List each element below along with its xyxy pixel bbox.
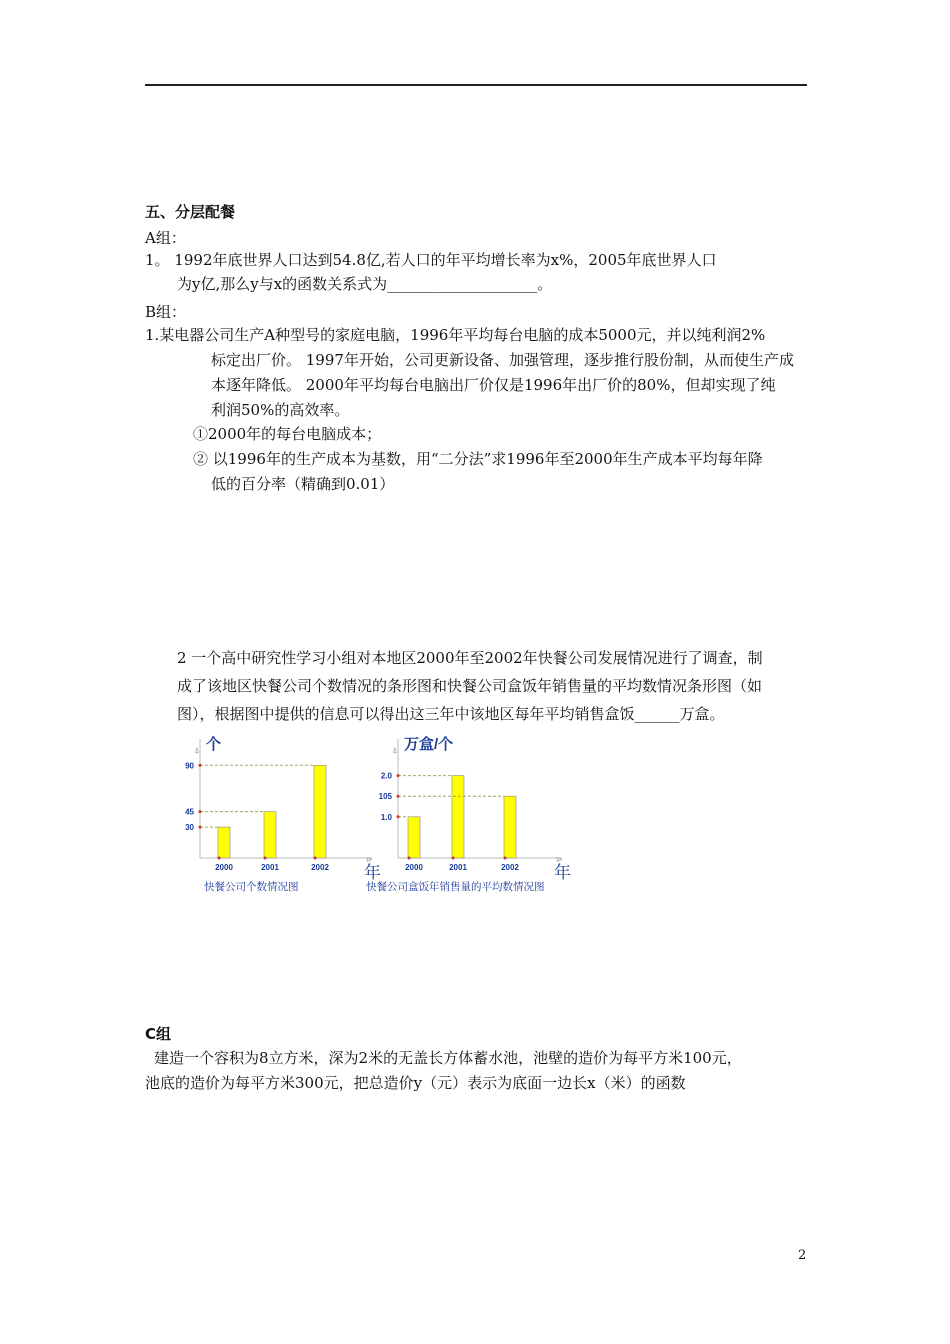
y-axis-arrow: ⍋ — [392, 745, 398, 755]
y-tick-dot — [397, 774, 400, 777]
y-tick-dot — [397, 795, 400, 798]
bar-2001 — [264, 812, 276, 858]
x-tick-label-2000: 2000 — [405, 863, 423, 872]
x-tick-dot — [218, 857, 221, 860]
y-tick-label: 2.0 — [380, 771, 392, 781]
x-tick-label-2001: 2001 — [449, 863, 467, 872]
y-tick-label: 105 — [378, 792, 392, 802]
x-tick-label-2000: 2000 — [215, 863, 233, 872]
x-tick-dot — [314, 857, 317, 860]
chart-title: 快餐公司盒饭年销售量的平均数情况图 — [366, 881, 545, 893]
x-axis-arrow: ⊳ — [556, 855, 563, 864]
group-a-q1-line1: 1。 1992年底世界人口达到54.8亿,若人口的年平均增长率为x%，2005年底世界人口 — [145, 251, 717, 269]
y-tick-label: 90 — [185, 761, 194, 771]
group-c-line2: 池底的造价为每平方米300元，把总造价y（元）表示为底面一边长x（米）的函数 — [145, 1074, 686, 1092]
group-b-q2-line3: 图），根据图中提供的信息可以得出这三年中该地区每年平均销售盒饭______万盒。 — [177, 705, 725, 723]
x-axis-label: 年 — [364, 863, 381, 882]
section-title: 五、分层配餐 — [145, 203, 236, 221]
page-number: 2 — [798, 1248, 807, 1263]
y-tick-dot — [397, 815, 400, 818]
bar-2000 — [218, 827, 230, 858]
y-axis-label: 个 — [206, 736, 222, 753]
group-b-q2-line2: 成了该地区快餐公司个数情况的条形图和快餐公司盒饭年销售量的平均数情况条形图（如 — [177, 677, 763, 695]
group-c-label: C组 — [145, 1025, 172, 1043]
group-b-label: B组： — [145, 303, 187, 321]
group-a-label: A组： — [145, 229, 186, 247]
group-b-q1-line4: 利润50%的高效率。 — [211, 401, 350, 419]
x-tick-dot — [504, 857, 507, 860]
bar-chart-sales-average — [350, 725, 590, 904]
x-axis-label: 年 — [554, 863, 571, 882]
y-tick-dot — [199, 810, 202, 813]
y-axis-label: 万盒/个 — [404, 736, 454, 753]
x-tick-dot — [408, 857, 411, 860]
x-tick-dot — [264, 857, 267, 860]
group-b-q1-line1: 1.某电器公司生产A种型号的家庭电脑，1996年平均每台电脑的成本5000元，并以纯利润2% — [145, 326, 766, 344]
x-tick-label-2002: 2002 — [501, 863, 519, 872]
y-tick-label: 1.0 — [380, 812, 392, 822]
chart-sales-average-svg — [350, 725, 590, 900]
y-tick-label: 30 — [185, 823, 194, 833]
group-b-q1-line3: 本逐年降低。 2000年平均每台电脑出厂价仅是1996年出厂价的80%，但却实现了纯 — [211, 376, 776, 394]
group-a-q1-line2: 为y亿,那么y与x的函数关系式为____________________。 — [177, 275, 553, 293]
header-rule — [145, 84, 807, 86]
x-tick-label-2002: 2002 — [311, 863, 329, 872]
x-tick-label-2001: 2001 — [261, 863, 279, 872]
group-b-q1-line2: 标定出厂价。 1997年开始，公司更新设备、加强管理，逐步推行股份制，从而使生产成 — [211, 351, 794, 369]
bar-2001 — [452, 776, 464, 858]
bar-2000 — [408, 817, 420, 858]
y-tick-dot — [199, 826, 202, 829]
x-axis-arrow: ⊳ — [366, 855, 373, 864]
y-axis-arrow: ⍋ — [194, 745, 200, 755]
group-b-q1-sub2-line1: ② 以1996年的生产成本为基数，用“二分法”求1996年至2000年生产成本平均每年降 — [193, 450, 763, 468]
group-b-q2-line1: 2 一个高中研究性学习小组对本地区2000年至2002年快餐公司发展情况进行了调查，制 — [177, 649, 763, 667]
bar-2002 — [504, 796, 516, 858]
group-b-q1-sub2-line2: 低的百分率（精确到0.01） — [211, 475, 395, 493]
group-c-line1: 建造一个容积为8立方米，深为2米的无盖长方体蓄水池，池壁的造价为每平方米100元， — [154, 1049, 742, 1067]
y-tick-dot — [199, 764, 202, 767]
group-b-q1-sub1: ①2000年的每台电脑成本； — [193, 425, 382, 443]
x-tick-dot — [452, 857, 455, 860]
chart-title: 快餐公司个数情况图 — [204, 881, 299, 893]
y-tick-label: 45 — [185, 807, 194, 817]
bar-2002 — [314, 765, 326, 858]
